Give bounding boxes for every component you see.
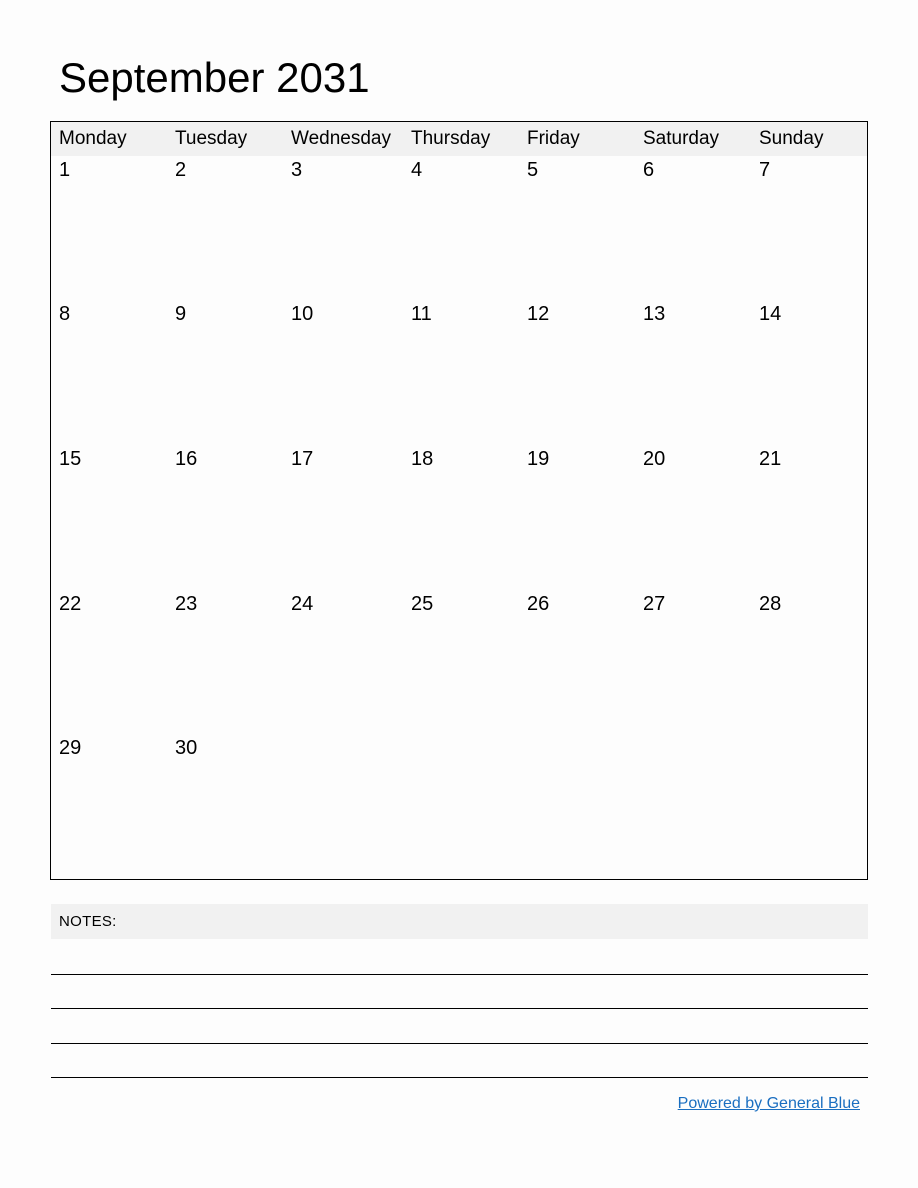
day-cell xyxy=(403,734,519,879)
date-number: 24 xyxy=(291,593,314,615)
date-number: 14 xyxy=(759,303,782,325)
day-cell[interactable] xyxy=(283,300,403,445)
day-cell[interactable] xyxy=(519,590,635,735)
day-cell[interactable] xyxy=(751,590,867,735)
day-cell[interactable] xyxy=(635,300,751,445)
day-cell[interactable] xyxy=(51,590,167,735)
week-row xyxy=(51,300,867,445)
date-number: 15 xyxy=(59,448,82,470)
day-cell[interactable] xyxy=(403,156,519,301)
day-cell[interactable] xyxy=(167,734,283,879)
day-cell[interactable] xyxy=(751,445,867,590)
day-cell[interactable] xyxy=(51,300,167,445)
week-row xyxy=(51,734,867,879)
notes-header xyxy=(51,904,868,939)
day-cell[interactable] xyxy=(283,445,403,590)
notes-label: NOTES: xyxy=(59,913,117,930)
day-cell[interactable] xyxy=(51,734,167,879)
date-number: 7 xyxy=(759,159,771,181)
day-cell[interactable] xyxy=(751,156,867,301)
date-number: 19 xyxy=(527,448,550,470)
date-number: 10 xyxy=(291,303,314,325)
date-number: 27 xyxy=(643,593,666,615)
day-cell[interactable] xyxy=(403,590,519,735)
date-number: 1 xyxy=(59,159,71,181)
week-row xyxy=(51,445,867,590)
date-number: 8 xyxy=(59,303,71,325)
date-number: 16 xyxy=(175,448,198,470)
calendar-grid xyxy=(50,121,868,880)
weekday-header xyxy=(51,122,867,156)
date-number: 29 xyxy=(59,737,82,759)
day-cell xyxy=(283,734,403,879)
date-number: 18 xyxy=(411,448,434,470)
day-cell[interactable] xyxy=(167,445,283,590)
date-number: 23 xyxy=(175,593,198,615)
day-cell[interactable] xyxy=(519,445,635,590)
day-cell[interactable] xyxy=(283,590,403,735)
date-number: 13 xyxy=(643,303,666,325)
note-line[interactable] xyxy=(51,1008,868,1009)
date-number: 30 xyxy=(175,737,198,759)
day-cell[interactable] xyxy=(167,156,283,301)
day-cell[interactable] xyxy=(519,156,635,301)
note-line[interactable] xyxy=(51,1043,868,1044)
day-cell[interactable] xyxy=(751,300,867,445)
date-number: 9 xyxy=(175,303,187,325)
weekday-monday: Monday xyxy=(59,128,127,149)
date-grid xyxy=(51,156,867,879)
date-number: 28 xyxy=(759,593,782,615)
weekday-thursday: Thursday xyxy=(411,128,491,149)
page-title: September 2031 xyxy=(59,54,370,101)
day-cell[interactable] xyxy=(51,156,167,301)
date-number: 21 xyxy=(759,448,782,470)
weekday-sunday: Sunday xyxy=(759,128,824,149)
weekday-wednesday: Wednesday xyxy=(291,128,391,149)
day-cell[interactable] xyxy=(403,300,519,445)
weekday-saturday: Saturday xyxy=(643,128,720,149)
date-number: 3 xyxy=(291,159,303,181)
weekday-tuesday: Tuesday xyxy=(175,128,248,149)
day-cell[interactable] xyxy=(635,445,751,590)
day-cell[interactable] xyxy=(519,300,635,445)
date-number: 12 xyxy=(527,303,550,325)
date-number: 17 xyxy=(291,448,314,470)
date-number: 4 xyxy=(411,159,423,181)
day-cell xyxy=(519,734,635,879)
date-number: 11 xyxy=(411,303,432,325)
note-line[interactable] xyxy=(51,1077,868,1078)
day-cell[interactable] xyxy=(403,445,519,590)
powered-by-link[interactable]: Powered by General Blue xyxy=(677,1095,860,1112)
day-cell[interactable] xyxy=(51,445,167,590)
day-cell[interactable] xyxy=(283,156,403,301)
day-cell[interactable] xyxy=(167,590,283,735)
date-number: 26 xyxy=(527,593,550,615)
day-cell[interactable] xyxy=(635,590,751,735)
day-cell xyxy=(751,734,867,879)
note-line[interactable] xyxy=(51,974,868,975)
week-row xyxy=(51,590,867,735)
day-cell[interactable] xyxy=(635,156,751,301)
weekday-friday: Friday xyxy=(527,128,580,149)
date-number: 20 xyxy=(643,448,666,470)
day-cell xyxy=(635,734,751,879)
date-number: 22 xyxy=(59,593,82,615)
date-number: 5 xyxy=(527,159,539,181)
day-cell[interactable] xyxy=(167,300,283,445)
date-number: 6 xyxy=(643,159,655,181)
date-number: 25 xyxy=(411,593,434,615)
date-number: 2 xyxy=(175,159,187,181)
week-row xyxy=(51,156,867,301)
